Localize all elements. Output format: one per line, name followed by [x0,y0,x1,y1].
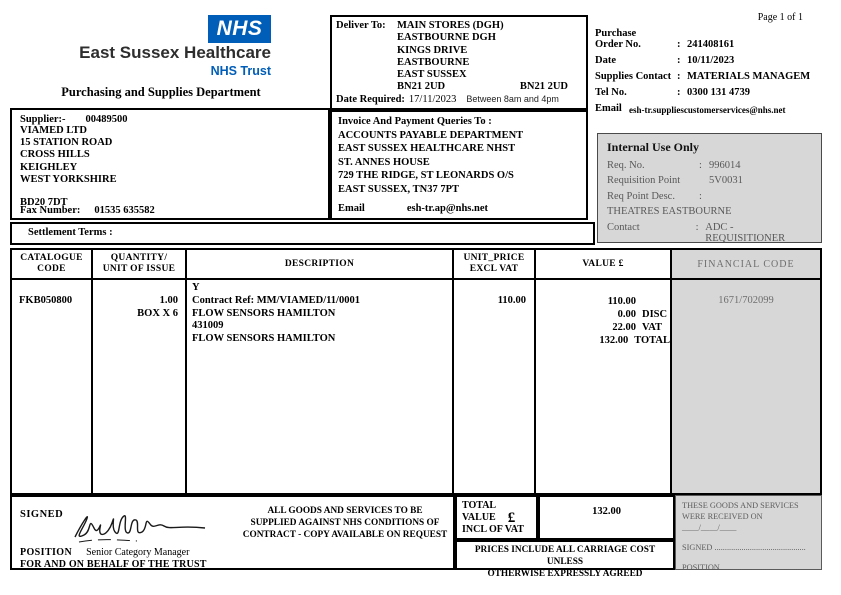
invoice-queries-title: Invoice And Payment Queries To : [338,116,492,127]
value-amount: 132.00 [599,335,629,346]
header-financial-code [672,250,820,280]
deliver-to-label: Deliver To: [336,20,386,31]
nhs-logo: NHS [208,15,271,43]
conditions-line: SUPPLIED AGAINST NHS CONDITIONS OF [250,518,440,528]
settlement-terms-box [10,222,595,245]
date-required-label: Date Required: [336,94,405,105]
value-line [536,334,670,347]
supplies-contact-row [595,71,827,82]
req-no-value: 996014 [709,159,741,171]
supplier-postcode: BD20 7DT [20,197,68,209]
header-text: FINANCIAL CODE [697,258,795,270]
deliver-address-line: KINGS DRIVE [397,44,468,56]
supplier-address-line: KEIGHLEY [20,161,78,173]
cell-description [187,280,454,493]
invoice-email-label: Email [338,203,365,214]
header-text: VALUE £ [582,258,624,269]
invoice-queries-box [330,110,588,220]
quantity-value: 1.00 [159,295,178,306]
description-line: Contract Ref: MM/VIAMED/11/0001 [192,294,360,306]
supplier-label: Supplier:- [20,114,66,125]
cell-value [536,280,672,493]
position-label: POSITION [20,547,73,558]
tel-label: Tel No. [595,87,627,98]
header-text: UNIT_PRICE [463,253,525,263]
deliver-postcode: BN21 2UD [397,81,446,93]
purchase-label: Purchase [595,28,637,39]
description-line: 431009 [192,320,224,332]
deliver-address-line: EASTBOURNE DGH [397,32,496,44]
internal-use-box [597,133,822,243]
invoice-email-value: esh-tr.ap@nhs.net [406,203,488,214]
signed-label: SIGNED [20,509,64,520]
delivery-window: Between 8am and 4pm [466,94,559,104]
email-label: Email [595,103,622,114]
invoice-address-line: 729 THE RIDGE, ST LEONARDS O/S [338,170,514,182]
header-text: UNIT OF ISSUE [102,264,176,274]
position-value: Senior Category Manager [86,547,190,558]
pound-sign: £ [507,510,516,526]
date-value: 10/11/2023 [687,55,735,66]
order-no-value: 241408161 [687,39,735,50]
header-unit-price [454,250,536,280]
signature-scribble [67,499,212,549]
signature-box [10,495,455,570]
requisition-point-value: 5V0031 [709,175,743,186]
invoice-address-line: ST. ANNES HOUSE [338,156,430,168]
deliver-address [397,20,582,94]
department-title: Purchasing and Supplies Department [61,85,261,99]
contact-value: ADC - REQUISITIONER [705,221,786,244]
tel-row [595,87,827,98]
req-point-desc-label: Req Point Desc. [607,190,675,202]
value-amount: 22.00 [612,322,636,333]
requisition-point-row [607,175,812,186]
header-quantity [93,250,187,280]
carriage-line: OTHERWISE EXPRESSLY AGREED [487,569,643,579]
total-label-line: TOTAL [462,500,497,511]
value-amount: 110.00 [607,296,636,307]
supplier-address-line: VIAMED LTD [20,125,87,136]
supplier-address-line: WEST YORKSHIRE [20,173,117,185]
colon: : [699,159,702,171]
total-label-line: VALUE [462,512,496,523]
supplier-code: 00489500 [85,114,128,125]
contact-label: Contact [607,221,640,233]
trust-subtitle: NHS Trust [210,64,271,78]
deliver-address-line: MAIN STORES (DGH) [397,20,504,31]
req-point-desc-row [607,191,812,202]
req-no-label: Req. No. [607,159,645,171]
colon: : [695,221,699,233]
value-line [536,295,670,308]
header-text: CODE [37,264,66,274]
total-label-line: INCL OF VAT [462,524,524,535]
page-number: Page 1 of 1 [757,12,803,23]
deliver-to-box [330,15,588,110]
total-value-amount: 132.00 [538,495,675,540]
received-position-line: POSITION ........................................ [682,563,805,572]
header-text: CATALOGUE [20,253,83,263]
received-signed-line: SIGNED ............................................ [682,543,806,552]
invoice-address-line: EAST SUSSEX HEALTHCARE NHST [338,143,516,155]
internal-use-title: Internal Use Only [607,140,700,154]
goods-received-box [675,495,822,570]
order-info-panel [595,12,827,115]
cell-catalogue-code: FKB050800 [12,280,93,493]
email-value: esh-tr.suppliescustomerservices@nhs.net [629,105,786,115]
colon: : [677,55,681,66]
cell-quantity [93,280,187,493]
tel-value: 0300 131 4739 [687,87,750,98]
invoice-address-line: EAST SUSSEX, TN37 7PT [338,183,459,195]
value-line [536,308,670,321]
conditions-text [236,505,454,541]
description-line: FLOW SENSORS HAMILTON [192,333,336,345]
cell-financial-code: 1671/702099 [672,280,820,493]
req-point-desc-value: THEATRES EASTBOURNE [607,206,732,217]
settlement-terms-label: Settlement Terms : [28,227,113,238]
header-description [187,250,454,280]
value-line [536,321,670,334]
invoice-address-line: ACCOUNTS PAYABLE DEPARTMENT [338,130,524,141]
value-label: VAT [642,322,663,333]
conditions-line: CONTRACT - COPY AVAILABLE ON REQUEST [242,530,448,540]
header-text: QUANTITY/ [110,253,168,263]
description-line: FLOW SENSORS HAMILTON [192,307,336,319]
header-text: DESCRIPTION [284,258,355,269]
carriage-line: PRICES INCLUDE ALL CARRIAGE COST UNLESS [474,545,656,567]
fax-label: Fax Number: [20,205,81,216]
order-no-row [595,28,827,50]
goods-received-text: THESE GOODS AND SERVICES WERE RECEIVED ON ____/____/____ [682,501,799,532]
date-required-value: 17/11/2023 [408,94,457,105]
email-row [595,103,827,115]
supplies-contact-label: Supplies Contact [595,71,672,82]
supplier-address-line: CROSS HILLS [20,149,90,161]
date-label: Date [595,55,616,66]
req-no-row [607,160,812,171]
trust-name: East Sussex Healthcare [79,43,271,62]
unit-of-issue: BOX X 6 [137,307,178,319]
value-amount: 0.00 [617,309,636,320]
order-no-label: Order No. [595,39,641,50]
header-value [536,250,672,280]
supplies-contact-value: MATERIALS MANAGEM [687,71,811,82]
contact-row [607,222,812,244]
supplier-address-line: 15 STATION ROAD [20,137,113,149]
fax-value: 01535 635582 [94,205,155,216]
deliver-address-line: EAST SUSSEX [397,69,467,81]
date-row [595,55,827,66]
supplier-box [10,108,330,220]
colon: : [677,87,681,98]
cell-unit-price: 110.00 [454,280,536,493]
header-catalogue-code [12,250,93,280]
header-text: EXCL VAT [469,264,519,274]
description-line: Y [192,282,200,293]
conditions-line: ALL GOODS AND SERVICES TO BE [267,506,423,516]
value-label: DISC [642,309,668,320]
carriage-notice [455,540,675,579]
line-items-table [10,248,822,495]
total-value-label-box [455,495,538,540]
colon: : [699,190,702,202]
colon: : [677,71,681,82]
value-label: TOTAL [634,335,670,346]
requisition-point-label: Requisition Point [607,175,681,186]
deliver-postcode-right: BN21 2UD [519,81,568,93]
colon: : [677,39,681,50]
deliver-address-line: EASTBOURNE [397,56,470,68]
on-behalf-text: FOR AND ON BEHALF OF THE TRUST [20,559,207,570]
